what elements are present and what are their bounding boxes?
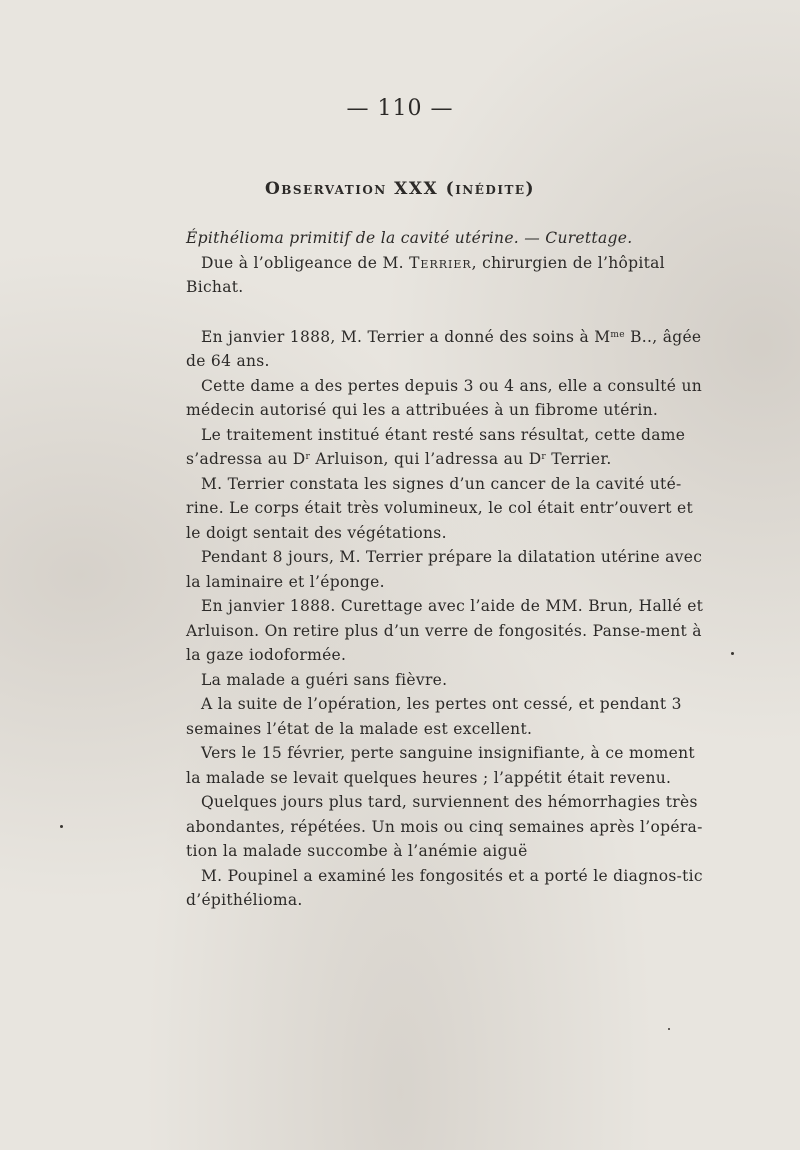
paragraph-3-text-c: Terrier. (546, 450, 612, 468)
credit-text-start: Due à l’obligeance de M. (201, 253, 410, 272)
observation-credit (186, 251, 706, 300)
paragraph-10: Quelques jours plus tard, surviennent des hémorrhagies très abondantes, répétées. Un mois ou cinq semaines après l’opéra-tion la malade succombe à l’anémie aiguë (186, 793, 703, 860)
paragraph-5: Pendant 8 jours, M. Terrier prépare la dilatation utérine avec la laminaire et l’éponge. (186, 548, 703, 591)
paper-speck (668, 1028, 670, 1030)
paragraph-1 (186, 325, 706, 374)
paragraph-1-superscript: me (610, 329, 625, 340)
paragraph-1-text-a: En janvier 1888, M. Terrier a donné des soins à M (201, 327, 611, 346)
paper-speck (731, 652, 734, 655)
text-block (186, 226, 706, 913)
paragraph-3-text-a: Le traitement institué étant resté sans résultat, cette dame s’adressa au D (186, 425, 686, 468)
paragraph-3 (186, 423, 706, 472)
paragraph-7: La malade a guéri sans fièvre. (201, 670, 448, 689)
paragraph-1-text-b: B.., âgée de 64 ans. (186, 327, 702, 370)
paragraph-8: A la suite de l’opération, les pertes ont cessé, et pendant 3 semaines l’état de la malade est excellent. (186, 695, 682, 738)
subtitle-title: Épithélioma primitif de la cavité utérine. — Curettage. (186, 229, 633, 247)
paragraph-2: Cette dame a des pertes depuis 3 ou 4 ans, elle a consulté un médecin autorisé qui les a attribuées à un fibrome utérin. (186, 376, 703, 419)
paragraph-3-superscript-2: r (541, 452, 547, 462)
body-text (186, 325, 706, 913)
paragraph-4: M. Terrier constata les signes d’un cancer de la cavité uté-rine. Le corps était très volumineux, le col était entr’ouvert et le doigt sentait des végétations. (186, 474, 693, 542)
paragraph-6: En janvier 1888. Curettage avec l’aide de MM. Brun, Hallé et Arluison. On retire plus d’un verre de fongosités. Panse-ment à la gaze iodoformée. (186, 597, 704, 664)
observation-heading: Observation XXX (inédite) (264, 179, 536, 199)
paragraph-11: M. Poupinel a examiné les fongosités et a porté le diagnos-tic d’épithélioma. (186, 866, 703, 909)
paragraph-9: Vers le 15 février, perte sanguine insignifiante, à ce moment la malade se levait quelques heures ; l’appétit était revenu. (186, 744, 695, 787)
page-number: — 110 — (346, 96, 454, 121)
credit-text-end: , chirurgien de l’hôpital Bichat. (186, 253, 665, 296)
paper-speck (60, 825, 63, 828)
credit-surgeon-name: Terrier (409, 253, 472, 272)
observation-subtitle (186, 226, 706, 251)
paragraph-3-text-b: Arluison, qui l’adressa au D (310, 450, 542, 468)
paragraph-3-superscript-1: r (305, 452, 311, 462)
